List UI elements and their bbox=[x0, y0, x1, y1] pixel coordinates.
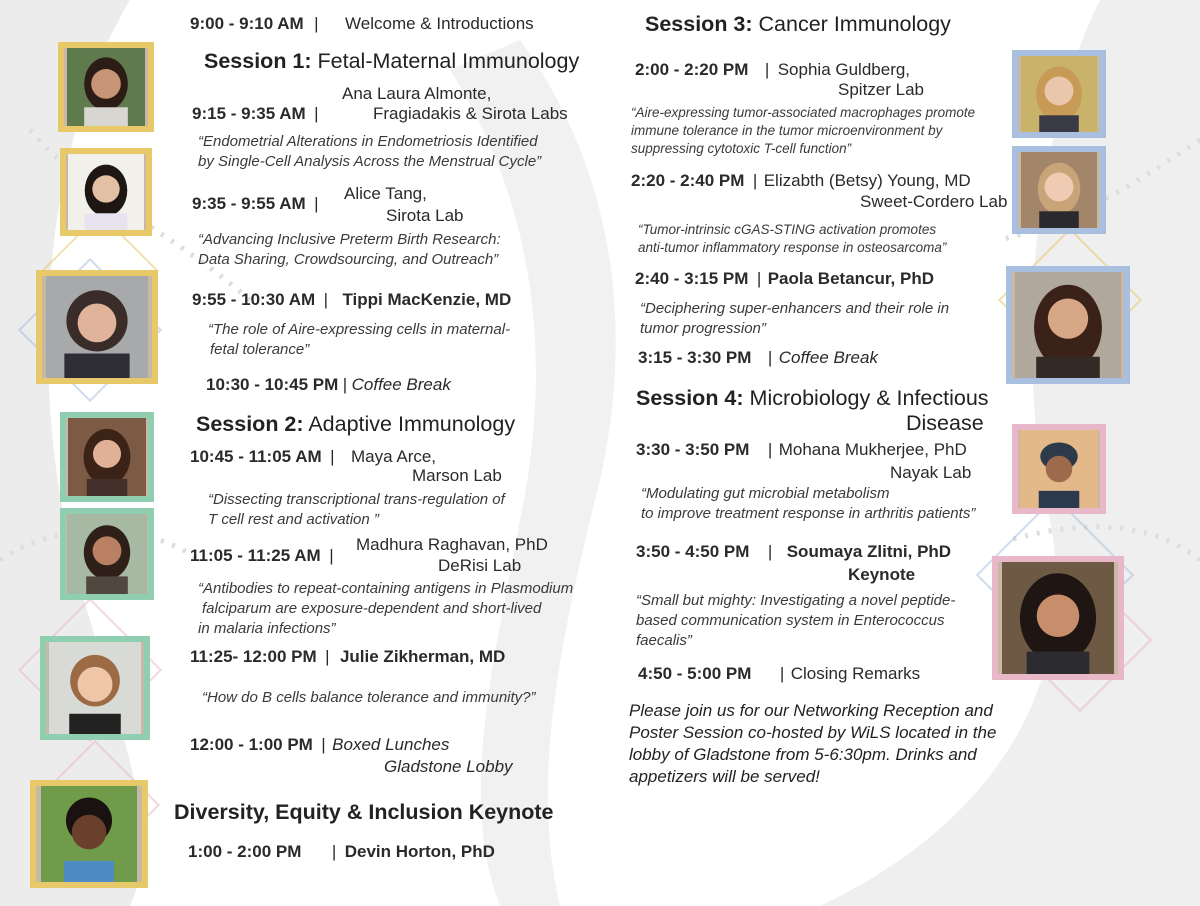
portrait-icon bbox=[46, 642, 144, 734]
speaker-photo-sophia-guldberg bbox=[1012, 50, 1106, 138]
portrait-icon bbox=[36, 786, 142, 882]
quote-line: fetal tolerance” bbox=[210, 341, 310, 358]
quote-line: based communication system in Enterococcus bbox=[636, 612, 945, 629]
portrait-icon bbox=[1018, 430, 1100, 508]
separator: | bbox=[325, 647, 330, 666]
separator: | bbox=[779, 664, 785, 683]
talk-quote bbox=[198, 230, 618, 270]
lunch-location: Gladstone Lobby bbox=[384, 757, 513, 776]
speaker-name: Soumaya Zlitni, PhD bbox=[786, 542, 952, 561]
dei-keynote-row bbox=[188, 842, 495, 862]
time: 3:15 - 3:30 PM bbox=[638, 348, 752, 367]
talk-2-row bbox=[192, 194, 319, 214]
separator: | bbox=[329, 546, 334, 565]
break-text: Coffee Break bbox=[351, 375, 451, 394]
quote-line: by Single-Cell Analysis Across the Menstrual Cycle” bbox=[198, 153, 542, 170]
separator: | bbox=[767, 440, 773, 459]
speaker-photo-madhura-raghavan bbox=[60, 508, 154, 600]
session-title: Adaptive Immunology bbox=[308, 412, 516, 436]
talk-7-row bbox=[635, 60, 910, 80]
portrait-icon bbox=[66, 418, 148, 496]
speaker-lab: DeRisi Lab bbox=[438, 556, 522, 575]
speaker-lab: Nayak Lab bbox=[890, 463, 972, 482]
talk-quote bbox=[198, 132, 618, 172]
session-1-heading bbox=[204, 49, 579, 74]
talk-quote bbox=[640, 299, 1000, 339]
talk-5-row bbox=[190, 546, 334, 566]
speaker-photo-alice-tang bbox=[60, 148, 152, 236]
separator: | bbox=[323, 290, 329, 309]
session-label: Session 1: bbox=[204, 49, 312, 73]
session-label: Session 3: bbox=[645, 12, 753, 36]
dei-keynote-heading: Diversity, Equity & Inclusion Keynote bbox=[174, 800, 554, 824]
session-4-heading bbox=[636, 386, 989, 411]
quote-line: “The role of Aire-expressing cells in maternal- bbox=[208, 321, 511, 338]
quote-line: anti-tumor inflammatory response in osteosarcoma” bbox=[638, 240, 947, 255]
quote-line: immune tolerance in the tumor microenvironment by bbox=[631, 123, 943, 138]
speaker-name: Julie Zikherman, MD bbox=[339, 647, 506, 666]
speaker-lab: Sweet-Cordero Lab bbox=[860, 192, 1008, 211]
talk-quote bbox=[198, 579, 618, 639]
portrait-icon bbox=[1018, 152, 1100, 228]
time: 9:55 - 10:30 AM bbox=[192, 290, 316, 309]
speaker-name: Devin Horton, PhD bbox=[344, 842, 495, 861]
separator: | bbox=[314, 194, 319, 213]
talk-8-row bbox=[631, 171, 971, 191]
quote-line: “Modulating gut microbial metabolism bbox=[641, 485, 890, 502]
speaker-photo-betsy-young bbox=[1012, 146, 1106, 234]
session-title: Cancer Immunology bbox=[758, 12, 951, 36]
break-text: Coffee Break bbox=[778, 348, 878, 367]
quote-line: “Small but mighty: Investigating a novel peptide- bbox=[636, 592, 956, 609]
quote-line: Data Sharing, Crowdsourcing, and Outreach” bbox=[198, 251, 499, 268]
speaker-photo-maya-arce bbox=[60, 412, 154, 502]
quote-line: “Antibodies to repeat-containing antigens in Plasmodium bbox=[198, 580, 574, 597]
separator: | bbox=[764, 60, 770, 79]
separator: | bbox=[321, 735, 326, 754]
speaker-lab: Sirota Lab bbox=[386, 206, 464, 225]
quote-line: in malaria infections” bbox=[198, 620, 336, 637]
separator: | bbox=[331, 842, 337, 861]
quote-line: tumor progression” bbox=[640, 320, 766, 337]
session-3-heading bbox=[645, 12, 951, 37]
talk-4-row bbox=[190, 447, 436, 467]
welcome-text: Welcome & Introductions bbox=[345, 14, 534, 33]
time: 11:25- 12:00 PM bbox=[190, 647, 317, 666]
speaker-lab: Marson Lab bbox=[412, 466, 502, 485]
time: 1:00 - 2:00 PM bbox=[188, 842, 302, 861]
session-label: Session 2: bbox=[196, 412, 304, 436]
speaker-photo-devin-horton bbox=[30, 780, 148, 888]
talk-quote bbox=[202, 688, 622, 708]
time: 11:05 - 11:25 AM bbox=[190, 546, 321, 565]
portrait-icon bbox=[66, 154, 146, 230]
session-2-heading bbox=[196, 412, 515, 437]
time: 9:15 - 9:35 AM bbox=[192, 104, 306, 123]
quote-line: suppressing cytotoxic T-cell function” bbox=[631, 141, 852, 156]
coffee-break-row bbox=[638, 348, 878, 368]
talk-6-row bbox=[190, 647, 505, 667]
talk-quote bbox=[208, 320, 608, 360]
session-label: Session 4: bbox=[636, 386, 744, 410]
time: 3:30 - 3:50 PM bbox=[636, 440, 750, 459]
separator: | bbox=[314, 14, 319, 33]
quote-line: to improve treatment response in arthritis patients” bbox=[641, 505, 976, 522]
separator: | bbox=[342, 375, 348, 394]
quote-line: “Tumor-intrinsic cGAS-STING activation promotes bbox=[638, 222, 937, 237]
portrait-icon bbox=[1018, 56, 1100, 132]
talk-quote bbox=[638, 221, 1018, 257]
time: 2:40 - 3:15 PM bbox=[635, 269, 749, 288]
speaker-photo-tippi-mackenzie bbox=[36, 270, 158, 384]
talk-11-row bbox=[636, 542, 951, 562]
separator: | bbox=[314, 104, 319, 123]
speaker-name: Mohana Mukherjee, PhD bbox=[778, 440, 967, 459]
talk-3-row bbox=[192, 290, 511, 310]
portrait-icon bbox=[1012, 272, 1124, 378]
speaker-lab: Spitzer Lab bbox=[838, 80, 924, 99]
time: 2:20 - 2:40 PM bbox=[631, 171, 745, 190]
speaker-name: Elizabth (Betsy) Young, MD bbox=[763, 171, 971, 190]
quote-line: “Dissecting transcriptional trans-regulation of bbox=[208, 491, 505, 508]
portrait-icon bbox=[42, 276, 152, 378]
speaker-photo-mohana-mukherjee bbox=[1012, 424, 1106, 514]
welcome-row bbox=[190, 14, 534, 34]
quote-line: “How do B cells balance tolerance and immunity?” bbox=[202, 689, 536, 706]
closing-remarks-row bbox=[638, 664, 920, 684]
separator: | bbox=[330, 447, 335, 466]
time: 3:50 - 4:50 PM bbox=[636, 542, 750, 561]
speaker-name: Madhura Raghavan, PhD bbox=[356, 535, 548, 554]
lunch-text: Boxed Lunches bbox=[332, 735, 450, 754]
speaker-name: Sophia Guldberg, bbox=[777, 60, 911, 79]
speaker-photo-paola-betancur bbox=[1006, 266, 1130, 384]
talk-quote bbox=[208, 490, 608, 530]
time: 9:00 - 9:10 AM bbox=[190, 14, 304, 33]
lunch-row bbox=[190, 735, 449, 755]
talk-10-row bbox=[636, 440, 967, 460]
speaker-lab: Fragiadakis & Sirota Labs bbox=[373, 104, 568, 123]
time: 12:00 - 1:00 PM bbox=[190, 735, 313, 754]
separator: | bbox=[767, 542, 773, 561]
speaker-name: Tippi MacKenzie, MD bbox=[342, 290, 512, 309]
speaker-photo-ana-laura-almonte bbox=[58, 42, 154, 132]
portrait-icon bbox=[66, 514, 148, 594]
quote-line: T cell rest and activation ” bbox=[208, 511, 379, 528]
time: 10:30 - 10:45 PM bbox=[206, 375, 339, 394]
speaker-name: Alice Tang, bbox=[344, 184, 427, 203]
separator: | bbox=[767, 348, 773, 367]
speaker-name: Paola Betancur, PhD bbox=[767, 269, 934, 288]
session-title: Microbiology & Infectious bbox=[749, 386, 989, 410]
session-title: Fetal-Maternal Immunology bbox=[317, 49, 580, 73]
speaker-name: Maya Arce, bbox=[351, 447, 437, 466]
talk-quote bbox=[636, 591, 1016, 651]
quote-line: “Endometrial Alterations in Endometriosis Identified bbox=[198, 133, 538, 150]
talk-quote bbox=[641, 484, 1021, 524]
talk-quote bbox=[631, 104, 1011, 158]
time: 2:00 - 2:20 PM bbox=[635, 60, 749, 79]
portrait-icon bbox=[998, 562, 1118, 674]
quote-line: falciparum are exposure-dependent and short-lived bbox=[202, 600, 542, 617]
talk-9-row bbox=[635, 269, 934, 289]
networking-reception-note: Please join us for our Networking Reception and Poster Session co-hosted by WiLS located in the lobby of Gladstone from 5-6:30pm. Drinks and appetizers will be served! bbox=[629, 701, 997, 786]
speaker-photo-julie-zikherman bbox=[40, 636, 150, 740]
quote-line: “Deciphering super-enhancers and their role in bbox=[640, 300, 950, 317]
quote-line: “Advancing Inclusive Preterm Birth Research: bbox=[198, 231, 501, 248]
quote-line: faecalis” bbox=[636, 632, 692, 649]
time: 9:35 - 9:55 AM bbox=[192, 194, 306, 213]
coffee-break-row bbox=[206, 375, 451, 395]
separator: | bbox=[756, 269, 762, 288]
quote-line: “Aire-expressing tumor-associated macrophages promote bbox=[631, 105, 976, 120]
portrait-icon bbox=[64, 48, 148, 126]
session-4-title-line-2: Disease bbox=[906, 411, 984, 435]
keynote-label: Keynote bbox=[848, 565, 916, 584]
speaker-name: Ana Laura Almonte, bbox=[342, 84, 492, 103]
talk-1-row bbox=[192, 104, 568, 124]
separator: | bbox=[752, 171, 758, 190]
closing-text: Closing Remarks bbox=[790, 664, 921, 683]
time: 10:45 - 11:05 AM bbox=[190, 447, 322, 466]
time: 4:50 - 5:00 PM bbox=[638, 664, 752, 683]
